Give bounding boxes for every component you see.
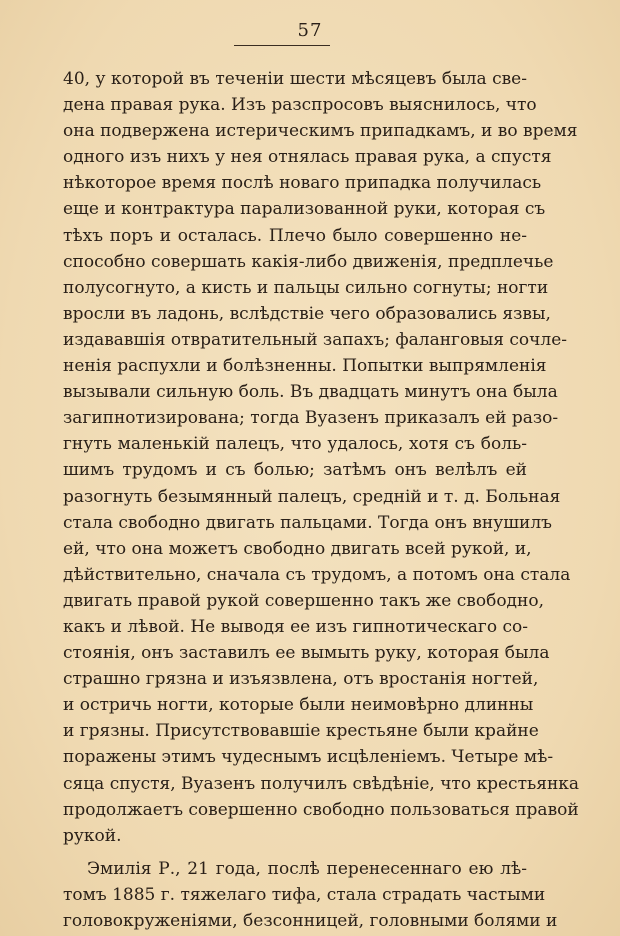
text-line: издававшія отвратительный запахъ; фаланговыя сочле-	[63, 329, 568, 350]
text-line: загипнотизирована; тогда Вуазенъ приказалъ ей разо-	[63, 408, 559, 429]
text-line: и грязны. Присутствовавшіе крестьяне были крайне	[63, 721, 539, 742]
text-line: вросли въ ладонь, вслѣдствіе чего образовались язвы,	[63, 303, 551, 324]
header-rule	[234, 45, 330, 46]
text-line: ненія распухли и болѣзненны. Попытки выпрямленія	[63, 356, 547, 377]
text-line: и остричь ногти, которые были неимовѣрно длинны	[63, 695, 534, 716]
text-line: Эмилія Р., 21 года, послѣ перенесеннаго ею лѣ-	[87, 858, 527, 879]
body-text	[63, 66, 580, 934]
text-line: сяца спустя, Вуазенъ получилъ свѣдѣніе, что крестьянка	[63, 773, 580, 794]
text-line: тѣхъ поръ и осталась. Плечо было совершенно не-	[63, 225, 527, 246]
text-line: нѣкоторое время послѣ новаго припадка получилась	[63, 173, 542, 194]
text-line: вызывали сильную боль. Въ двадцать минутъ она была	[63, 382, 558, 403]
text-line: разогнуть безымянный палецъ, средній и т. д. Больная	[63, 486, 561, 507]
page-number: 57	[297, 20, 323, 41]
text-line: какъ и лѣвой. Не выводя ее изъ гипнотическаго со-	[63, 616, 528, 637]
text-line: полусогнуто, а кисть и пальцы сильно согнуты; ногти	[63, 277, 549, 298]
text-line: поражены этимъ чудеснымъ исцѣленіемъ. Четыре мѣ-	[63, 747, 554, 768]
text-line: дѣйствительно, сначала съ трудомъ, а потомъ она стала	[63, 564, 571, 585]
text-line: одного изъ нихъ у нея отнялась правая рука, а спустя	[63, 147, 552, 168]
text-line: страшно грязна и изъязвлена, отъ вростанія ногтей,	[63, 669, 539, 690]
text-line: томъ 1885 г. тяжелаго тифа, стала страдать частыми	[63, 884, 546, 905]
text-line: рукой.	[63, 825, 122, 846]
text-line: дена правая рука. Изъ разспросовъ выяснилось, что	[63, 95, 537, 116]
text-line: способно совершать какія-либо движенія, предплечье	[63, 251, 554, 272]
text-line: стоянія, онъ заставилъ ее вымыть руку, которая была	[63, 643, 550, 664]
text-line: она подвержена истерическимъ припадкамъ, и во время	[63, 121, 578, 142]
text-line: двигать правой рукой совершенно такъ же свободно,	[63, 590, 544, 611]
text-line: еще и контрактура парализованной руки, которая съ	[63, 199, 546, 220]
text-line: головокруженіями, безсонницей, головными болями и	[63, 911, 558, 931]
text-line: стала свободно двигать пальцами. Тогда онъ внушилъ	[63, 512, 552, 533]
text-line: гнуть маленькій палецъ, что удалось, хотя съ боль-	[63, 434, 527, 455]
paragraph-gap	[63, 849, 527, 856]
text-line: шимъ трудомъ и съ болью; затѣмъ онъ велѣлъ ей	[63, 460, 527, 481]
text-line: продолжаетъ совершенно свободно пользоваться правой	[63, 799, 579, 820]
text-line: ей, что она можетъ свободно двигать всей рукой, и,	[63, 538, 532, 559]
text-line: 40, у которой въ теченіи шести мѣсяцевъ была све-	[63, 69, 527, 89]
